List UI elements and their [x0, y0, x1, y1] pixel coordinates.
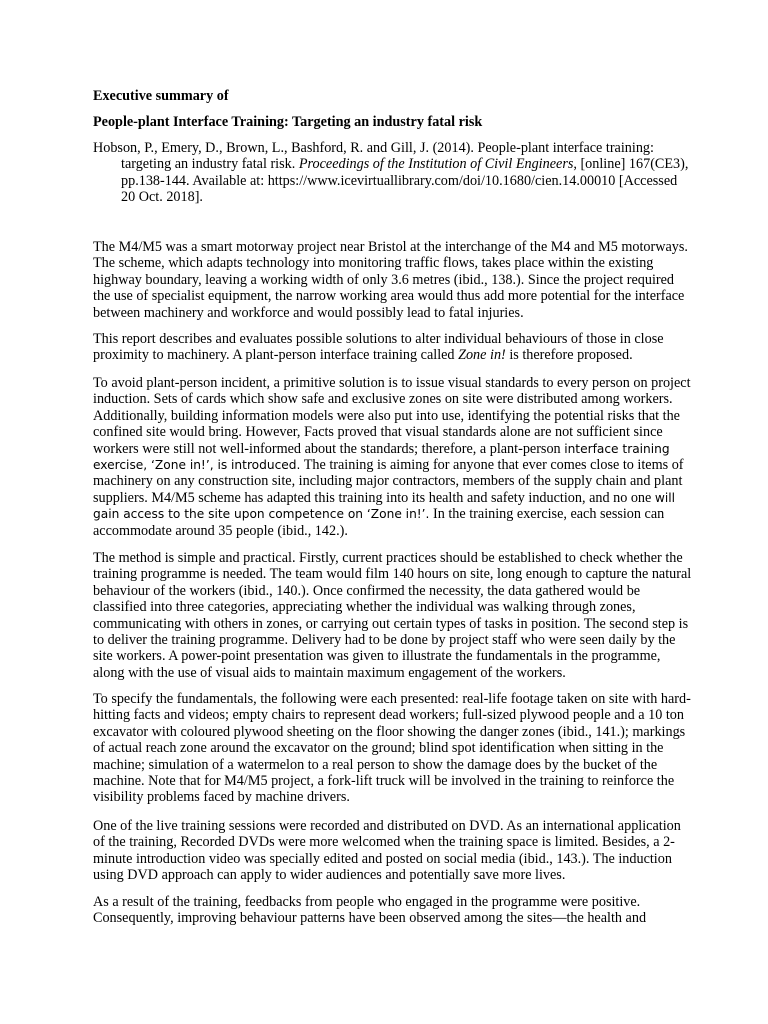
solution-text-a: To avoid plant-person incident, a primitive solution is to issue visual standards to every person on project induction. Sets of cards which show safe and exclusive zones on site were distributed among workers. Additionally, building information models were also put into use, identifying the potential risks that the confined site would bring. However, Facts proved that visual standards alone are not sufficient since workers were still not well-informed about the standards; therefore, a plant-person	[93, 375, 691, 457]
reference-details: , [online] 167(CE3), pp.138-144. Available at: https://www.icevirtuallibrary.com/doi/10.1680/cien.14.00010 [Accessed 20 Oct. 2018].	[121, 156, 689, 206]
paragraph-intro: The M4/M5 was a smart motorway project near Bristol at the interchange of the M4 and M5 motorways. The scheme, which adapts technology into monitoring traffic flows, takes place within the existing highway boundary, leaving a working width of only 3.6 metres (ibid., 138.). Since the project required the use of specialist equipment, the narrow working area would thus add more potential for the interface between machinery and workforce and would possibly lead to fatal injuries.	[93, 239, 688, 321]
purpose-text: This report describes and evaluates possible solutions to alter individual behaviours of those in close proximity to machinery. A plant-person interface training called	[93, 331, 664, 364]
report-title: People-plant Interface Training: Targeting an industry fatal risk	[93, 114, 483, 130]
solution-text-c: In the training exercise, each session can accommodate around 35 people (ibid., 142.).	[93, 506, 665, 539]
paragraph-dvd: One of the live training sessions were recorded and distributed on DVD. As an international application of the training, Recorded DVDs were more welcomed when the training space is limited. Besides, a 2-minute introduction video was specially edited and posted on social media (ibid., 143.). The induction using DVD approach can apply to wider audiences and potentially save more lives.	[93, 818, 681, 884]
paragraph-report-purpose	[93, 331, 693, 364]
paragraph-fundamentals: To specify the fundamentals, the following were each presented: real-life footage taken on site with hard-hitting facts and videos; empty chairs to represent dead workers; full-sized plywood people and a 10 ton excavator with coloured plywood sheeting on the floor showing the danger zones (ibid., 141.); markings of actual reach zone around the excavator on the ground; blind spot identification when sitting in the machine; simulation of a watermelon to a real person to show the damage does by the bucket of the machine. Note that for M4/M5 project, a fork-lift truck will be involved in the training to reinforce the visibility problems faced by machine drivers.	[93, 691, 691, 806]
reference-authors: Hobson, P., Emery, D., Brown, L., Bashford, R. and Gill, J. (2014). People-plant interface training: targeting an industry fatal risk.	[93, 140, 654, 173]
paragraph-primitive-solution	[93, 375, 693, 539]
purpose-text-end: is therefore proposed.	[505, 347, 633, 364]
summary-heading: Executive summary of	[93, 88, 229, 104]
solution-text-b: The training is aiming for anyone that ever comes close to items of machinery on any construction site, including major contractors, members of the supply chain and plant suppliers. M4/M5 scheme has adapted this training into its health and safety induction, and no one	[93, 457, 684, 506]
solution-text-sans-2: will gain access to the site upon competence on ‘Zone in!’.	[93, 490, 676, 522]
reference-citation	[93, 140, 693, 206]
training-name: Zone in!	[458, 347, 506, 364]
solution-text-sans-1: interface training exercise, ‘Zone in!’, is introduced.	[93, 441, 670, 473]
paragraph-method: The method is simple and practical. Firstly, current practices should be established to check whether the training programme is needed. The team would film 140 hours on site, long enough to capture the natural behaviour of the workers (ibid., 140.). Once confirmed the necessity, the data gathered would be classified into three categories, appreciating whether the individual was walking through zones, communicating with others in zones, or carrying out certain types of tasks in position. The second step is to deliver the training programme. Delivery had to be done by project staff who were seen daily by the site workers. A power-point presentation was given to illustrate the fundamentals in the programme, along with the use of visual aids to maintain maximum engagement of the workers.	[93, 550, 692, 681]
paragraph-results: As a result of the training, feedbacks from people who engaged in the programme were positive. Consequently, improving behaviour patterns have been observed among the sites—the health and	[93, 894, 647, 927]
reference-journal: Proceedings of the Institution of Civil Engineers	[298, 156, 574, 173]
